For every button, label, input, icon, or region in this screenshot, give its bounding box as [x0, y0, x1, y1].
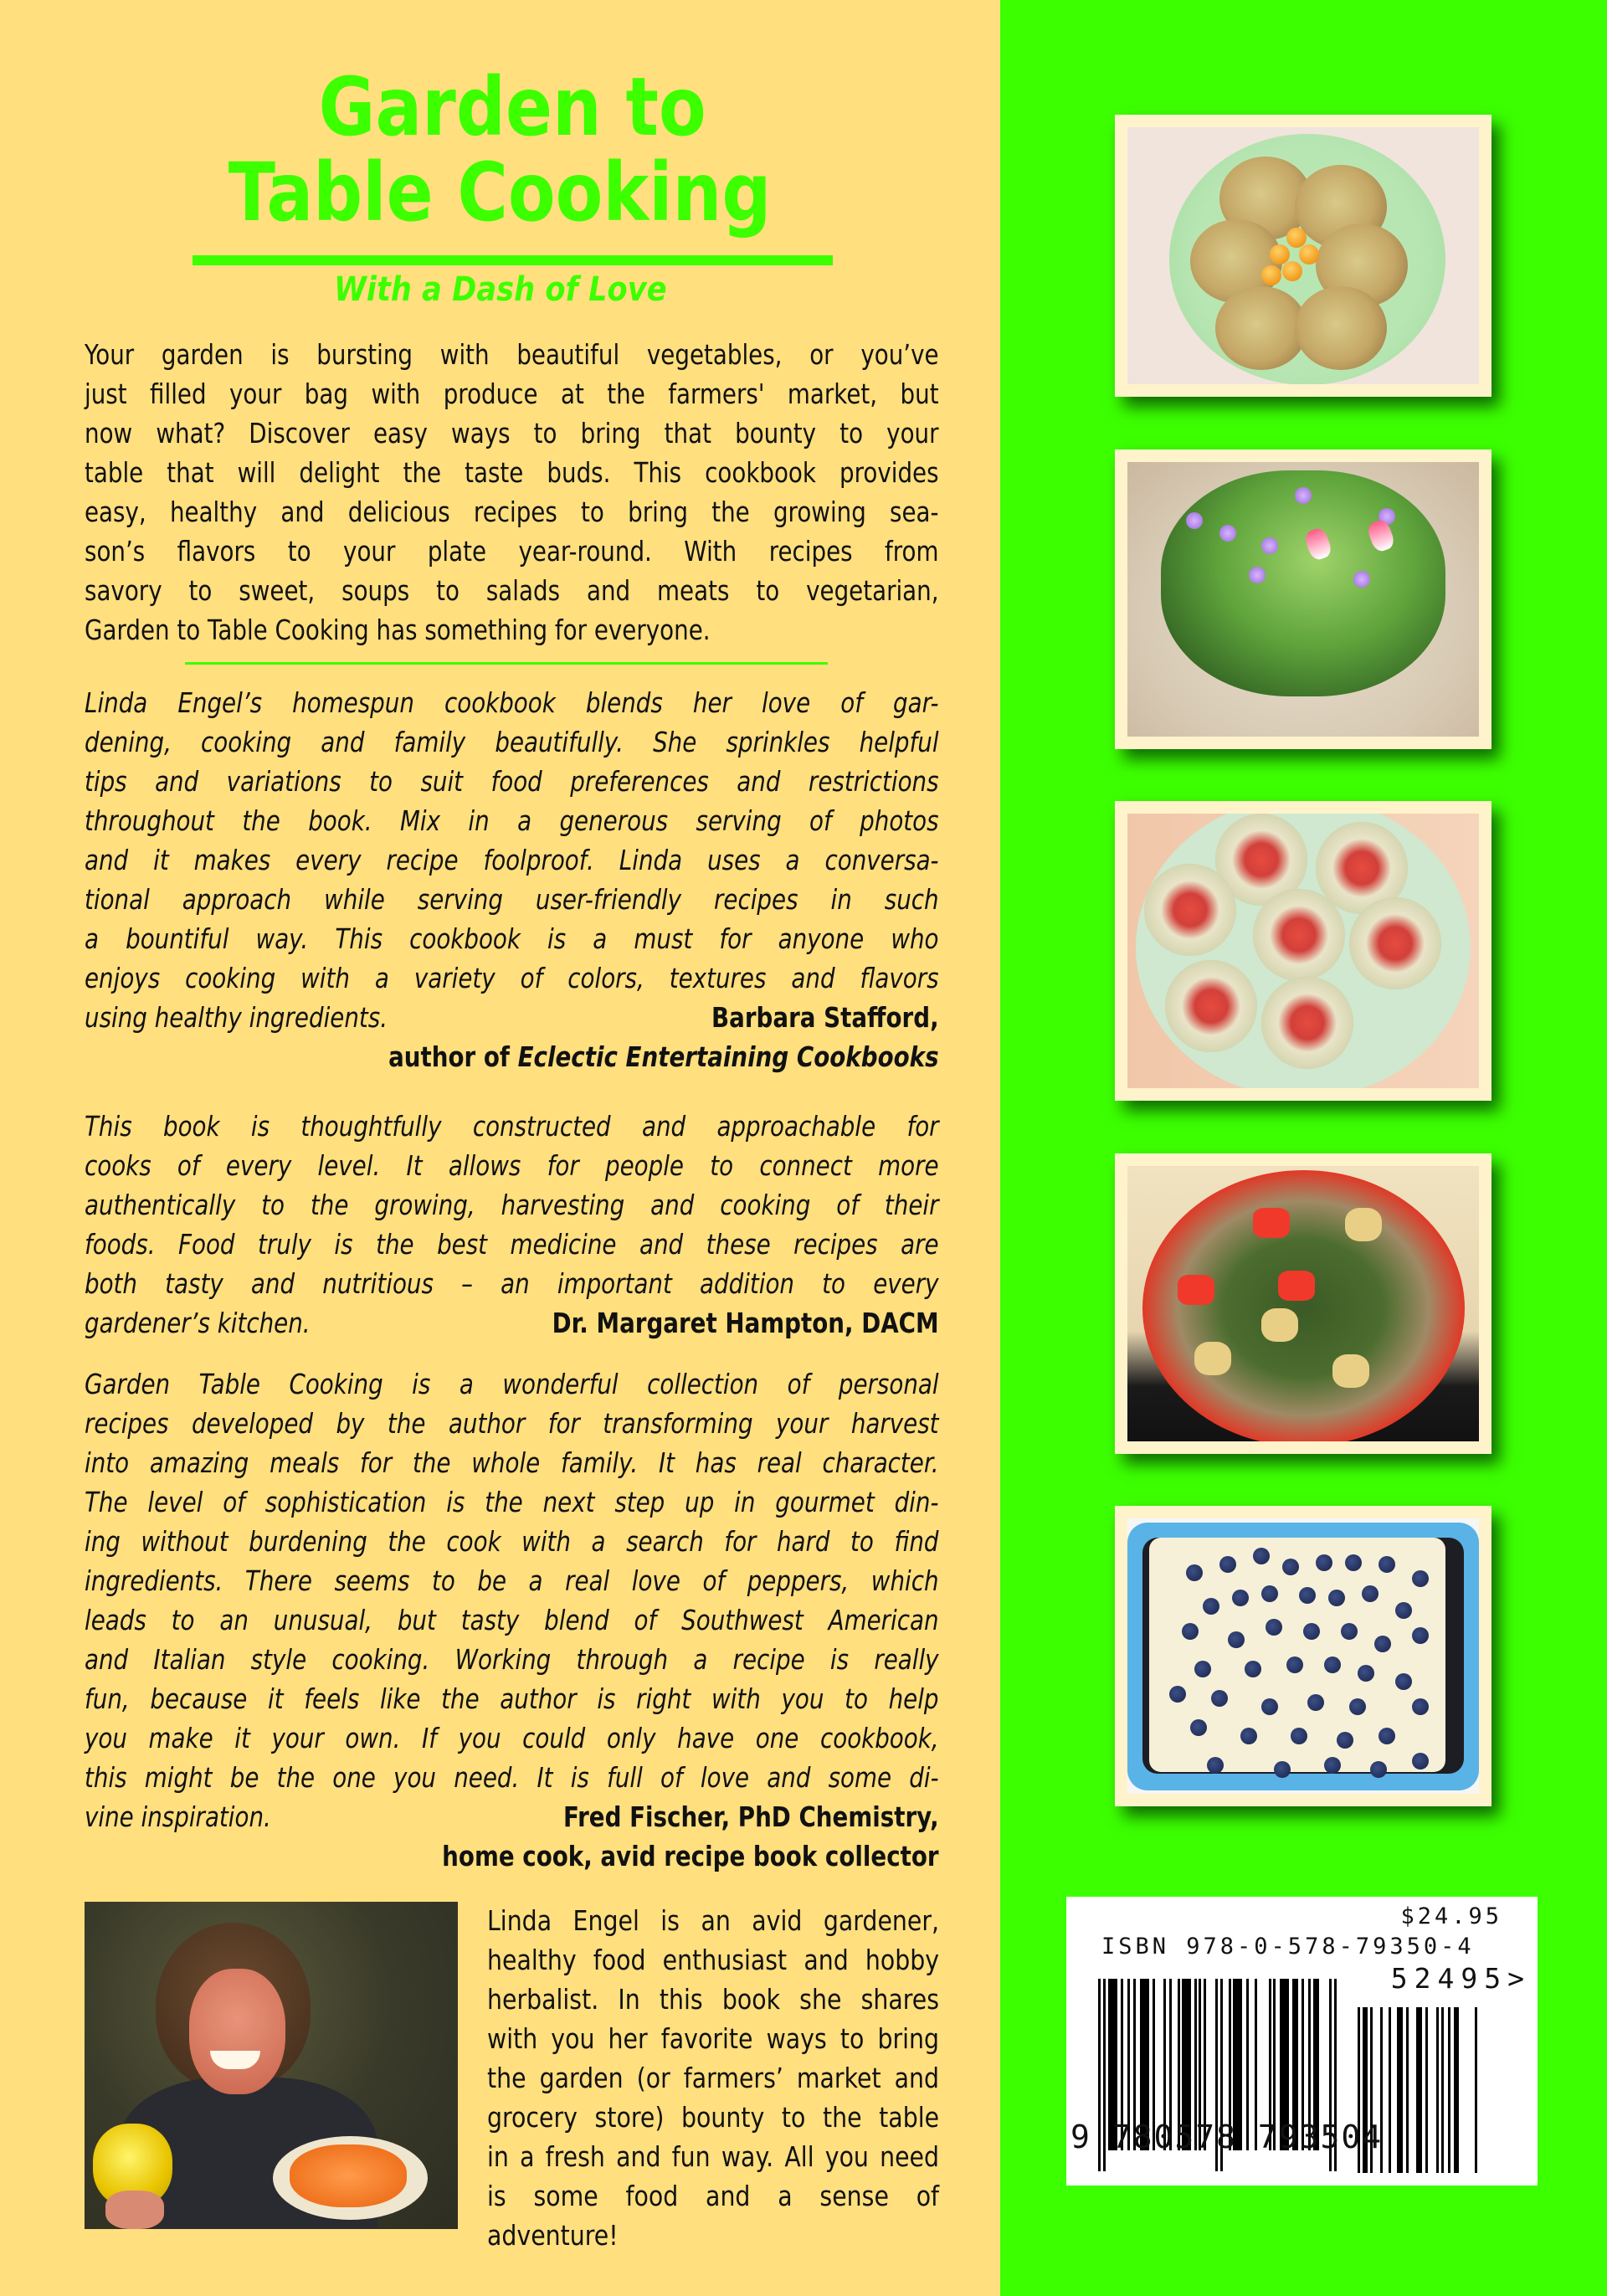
- description-line: table that will delight the taste buds. This cookbook provides: [85, 456, 939, 489]
- description-line: now what? Discover easy ways to bring that bounty to your: [85, 417, 939, 449]
- review-line: tips and variations to suit food preferences and restrictions: [85, 765, 939, 798]
- review-line: both tasty and nutritious – an important addition to every: [85, 1267, 939, 1300]
- review-line: vine inspiration.: [85, 1800, 271, 1833]
- bio-line: is some food and a sense of: [487, 2180, 940, 2212]
- review-line: this might be the one you need. It is full of love and some di-: [85, 1761, 939, 1794]
- food-photo-zucchini-rounds: [1115, 801, 1491, 1101]
- review-line: The level of sophistication is the next step up in gourmet din-: [85, 1486, 939, 1518]
- review-attribution: Fred Fischer, PhD Chemistry,: [562, 1800, 939, 1833]
- book-subtitle: With a Dash of Love: [333, 270, 667, 309]
- review-line: enjoys cooking with a variety of colors, textures and flavors: [85, 962, 939, 994]
- food-photo-blueberry-dessert: [1115, 1506, 1491, 1806]
- description-line: son’s flavors to your plate year-round. With recipes from: [85, 535, 939, 568]
- review-line: a bountiful way. This cookbook is a must for anyone who: [85, 922, 939, 955]
- review-line: gardener’s kitchen.: [85, 1307, 311, 1339]
- bio-line: herbalist. In this book she shares: [487, 1983, 940, 2016]
- bio-line: the garden (or farmers’ market and: [487, 2062, 940, 2094]
- bio-line: adventure!: [487, 2219, 619, 2252]
- review-margaret-hampton: [85, 1107, 939, 1343]
- review-line: This book is thoughtfully constructed and approachable for: [85, 1110, 939, 1143]
- review-line: leads to an unusual, but tasty blend of Southwest American: [85, 1604, 939, 1636]
- review-line: recipes developed by the author for transforming your harvest: [85, 1407, 939, 1440]
- review-line: foods. Food truly is the best medicine and these recipes are: [85, 1228, 939, 1261]
- bio-line: healthy food enthusiast and hobby: [487, 1944, 940, 1976]
- title-underline-rule: [193, 255, 833, 265]
- review-line: ingredients. There seems to be a real love of peppers, which: [85, 1564, 939, 1597]
- description-line: easy, healthy and delicious recipes to bring the growing sea-: [85, 496, 939, 528]
- review-attribution-detail: home cook, avid recipe book collector: [442, 1840, 939, 1872]
- review-line: fun, because it feels like the author is right with you to help: [85, 1682, 939, 1715]
- bio-line: with you her favorite ways to bring: [487, 2022, 940, 2055]
- description-line: Garden to Table Cooking has something for everyone.: [85, 614, 711, 646]
- bio-line: Linda Engel is an avid gardener,: [487, 1904, 940, 1937]
- description-line: Your garden is bursting with beautiful vegetables, or you’ve: [85, 338, 939, 371]
- review-line: tional approach while serving user-friendly recipes in such: [85, 883, 939, 916]
- price-addon-code: 52495>: [1390, 1962, 1531, 1995]
- review-fred-fischer: [85, 1364, 939, 1876]
- description-line: savory to sweet, soups to salads and meats to vegetarian,: [85, 574, 939, 607]
- review-line: throughout the book. Mix in a generous serving of photos: [85, 804, 939, 837]
- ean13-digits: 9 780578 793504: [1070, 2119, 1384, 2155]
- bio-line: grocery store) bounty to the table: [487, 2101, 940, 2134]
- bio-line: in a fresh and fun way. All you need: [487, 2140, 940, 2173]
- review-line: using healthy ingredients.: [85, 1001, 388, 1034]
- food-photo-fritters: [1115, 115, 1491, 397]
- review-line: ing without burdening the cook with a search for hard to find: [85, 1525, 939, 1558]
- food-photo-salad: [1115, 449, 1491, 749]
- author-photo: [85, 1902, 458, 2229]
- review-line: you make it your own. If you could only have one cookbook,: [85, 1722, 939, 1754]
- cited-book-title: Eclectic Entertaining Cookbooks: [517, 1040, 939, 1073]
- book-description: [85, 335, 939, 650]
- isbn-barcode: [1066, 1897, 1538, 2186]
- review-line: cooks of every level. It allows for people to connect more: [85, 1149, 939, 1182]
- description-line: just filled your bag with produce at the farmers' market, but: [85, 378, 939, 410]
- review-line: authentically to the growing, harvesting and cooking of their: [85, 1189, 939, 1221]
- review-attribution-detail: author of Eclectic Entertaining Cookbooks: [388, 1040, 939, 1073]
- review-attribution: Dr. Margaret Hampton, DACM: [552, 1307, 939, 1339]
- food-photo-vegetable-bowl: [1115, 1153, 1491, 1454]
- review-line: and it makes every recipe foolproof. Linda uses a conversa-: [85, 844, 939, 876]
- review-attribution: Barbara Stafford,: [711, 1001, 939, 1034]
- price-label: $24.95: [1400, 1903, 1502, 1929]
- book-title-line-2: Table Cooking: [228, 146, 772, 239]
- review-line: Linda Engel’s homespun cookbook blends her love of gar-: [85, 686, 939, 719]
- review-line: Garden Table Cooking is a wonderful collection of personal: [85, 1368, 939, 1400]
- review-barbara-stafford: [85, 683, 939, 1076]
- review-line: and Italian style cooking. Working through a recipe is really: [85, 1643, 939, 1676]
- author-bio: [487, 1901, 939, 2255]
- section-divider: [185, 662, 828, 665]
- isbn-label: ISBN 978-0-578-79350-4: [1101, 1934, 1475, 1960]
- review-line: dening, cooking and family beautifully. She sprinkles helpful: [85, 726, 939, 758]
- review-line: into amazing meals for the whole family. It has real character.: [85, 1446, 939, 1479]
- book-title-line-1: Garden to: [318, 60, 706, 154]
